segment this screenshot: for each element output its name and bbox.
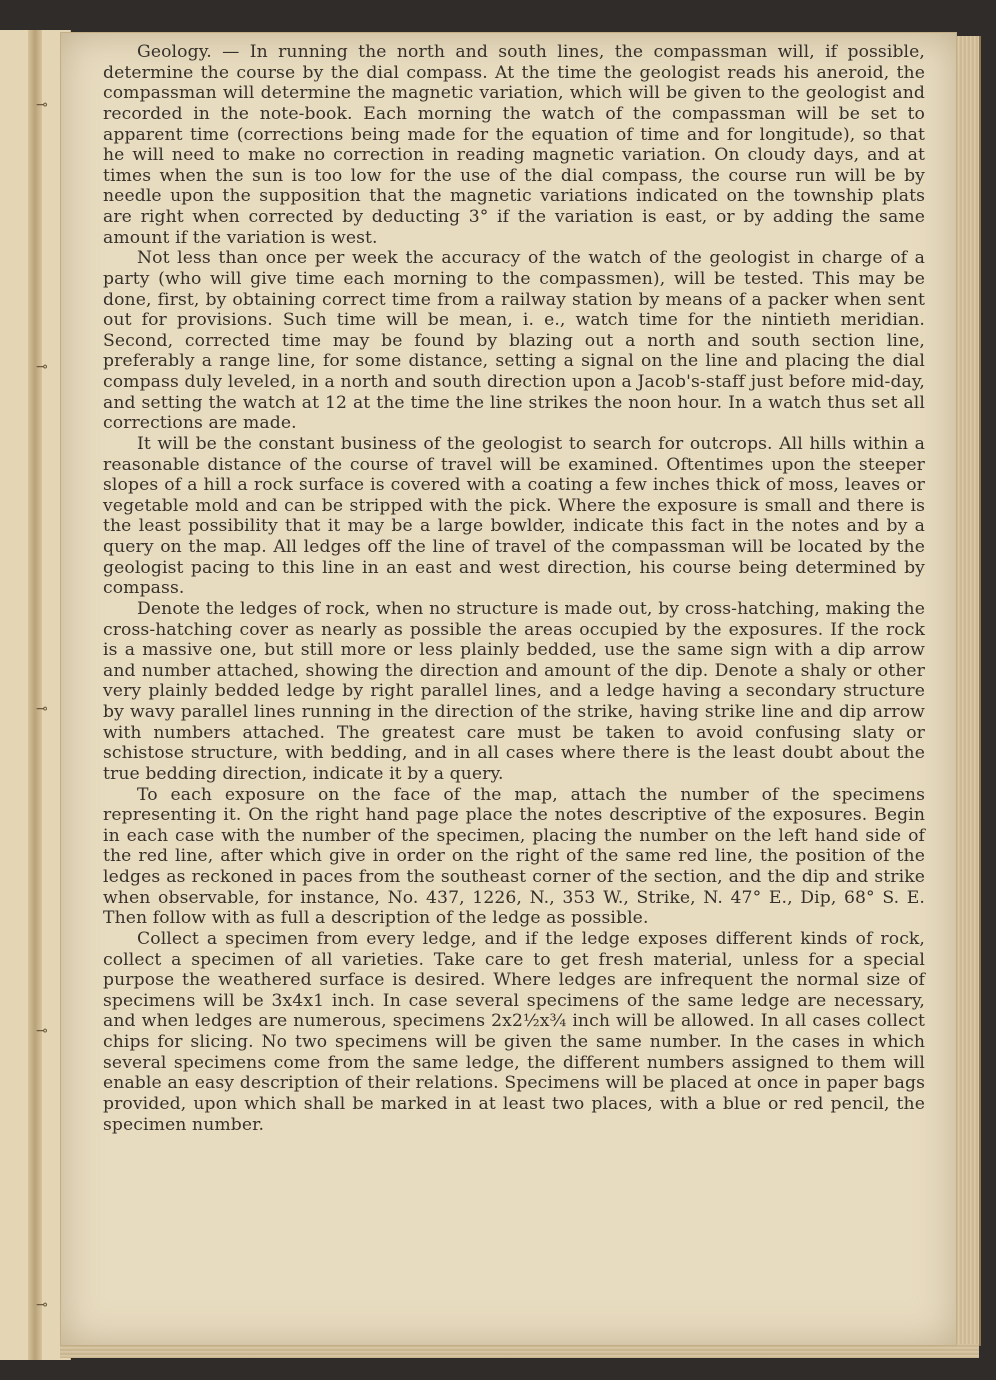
binding-stitch-icon: ⊸: [36, 701, 48, 717]
binding-gutter: [28, 30, 42, 1360]
paragraph-collect-specimens: Collect a specimen from every ledge, and if the ledge exposes different kinds of rock, collect a specimen of all varieties. Take care to get fresh material, unless for a special purpose the weathered surface is desired. Where ledges are infrequent the normal size of specimens will be 3x4x1 inch. In case several specimens of the same ledge are necessary, and when ledges are numerous, specimens 2x2½x¾ inch will be allowed. In all cases collect chips for slicing. No two specimens will be given the same number. In the cases in which several specimens come from the same ledge, the different numbers assigned to them will enable an easy description of their relations. Specimens will be placed at once in paper bags provided, upon which shall be marked in at least two places, with a blue or red pencil, the specimen number.: [103, 928, 925, 1135]
paragraph-denote-ledges: Denote the ledges of rock, when no structure is made out, by cross-hatching, making the cross-hatching cover as nearly as possible the areas occupied by the exposures. If the rock is a massive one, but still more or less plainly bedded, use the same sign with a dip arrow and number attached, showing the direction and amount of the dip. Denote a shaly or other very plainly bedded ledge by right parallel lines, and a ledge having a secondary structure by wavy parallel lines running in the direction of the strike, having strike line and dip arrow with numbers attached. The greatest care must be taken to avoid confusing slaty or schistose structure, with bedding, and in all cases where there is the least doubt about the true bedding direction, indicate it by a query.: [103, 598, 925, 784]
paragraph-outcrops: It will be the constant business of the geologist to search for outcrops. All hills within a reasonable distance of the course of travel will be examined. Oftentimes upon the steeper slopes of a hill a rock surface is covered with a coating a few inches thick of moss, leaves or vegetable mold and can be stripped with the pick. Where the exposure is small and there is the least possibility that it may be a large bowlder, indicate this fact in the notes and by a query on the map. All ledges off the line of travel of the compassman will be located by the geologist pacing to this line in an east and west direction, his course being determined by compass.: [103, 433, 925, 599]
binding-stitch-icon: ⊸: [36, 1297, 48, 1313]
page-edges-right: [955, 36, 981, 1346]
page-edges-bottom: [60, 1344, 979, 1358]
page-text: [103, 42, 925, 1135]
binding-stitch-icon: ⊸: [36, 97, 48, 113]
binding-stitch-icon: ⊸: [36, 1023, 48, 1039]
paragraph-exposure-numbers: To each exposure on the face of the map, attach the number of the specimens representing it. On the right hand page place the notes descriptive of the exposures. Begin in each case with the number of the specimen, placing the number on the left hand side of the red line, after which give in order on the right of the same red line, the position of the ledges as reckoned in paces from the southeast corner of the section, and the dip and strike when observable, for instance, No. 437, 1226, N., 353 W., Strike, N. 47° E., Dip, 68° S. E. Then follow with as full a description of the ledge as possible.: [103, 784, 925, 929]
paragraph-geology: Geology. — In running the north and south lines, the compassman will, if possible, determine the course by the dial compass. At the time the geologist reads his aneroid, the compassman will determine the magnetic variation, which will be given to the geologist and recorded in the note-book. Each morning the watch of the compassman will be set to apparent time (corrections being made for the equation of time and for longitude), so that he will need to make no correction in reading magnetic variation. On cloudy days, and at times when the sun is too low for the use of the dial compass, the course run will be by needle upon the supposition that the magnetic variations indicated on the township plats are right when corrected by deducting 3° if the variation is east, or by adding the same amount if the variation is west.: [103, 42, 925, 248]
binding-stitch-icon: ⊸: [36, 359, 48, 375]
paragraph-watch-accuracy: Not less than once per week the accuracy of the watch of the geologist in charge of a party (who will give time each morning to the compassmen), will be tested. This may be done, first, by obtaining correct time from a railway station by means of a packer when sent out for provisions. Such time will be mean, i. e., watch time for the nintieth meridian. Second, corrected time may be found by blazing out a north and south section line, preferably a range line, for some distance, setting a signal on the line and placing the dial compass duly leveled, in a north and south direction upon a Jacob's-staff just before mid-day, and setting the watch at 12 at the time the line strikes the noon hour. In a watch thus set all corrections are made.: [103, 248, 925, 434]
